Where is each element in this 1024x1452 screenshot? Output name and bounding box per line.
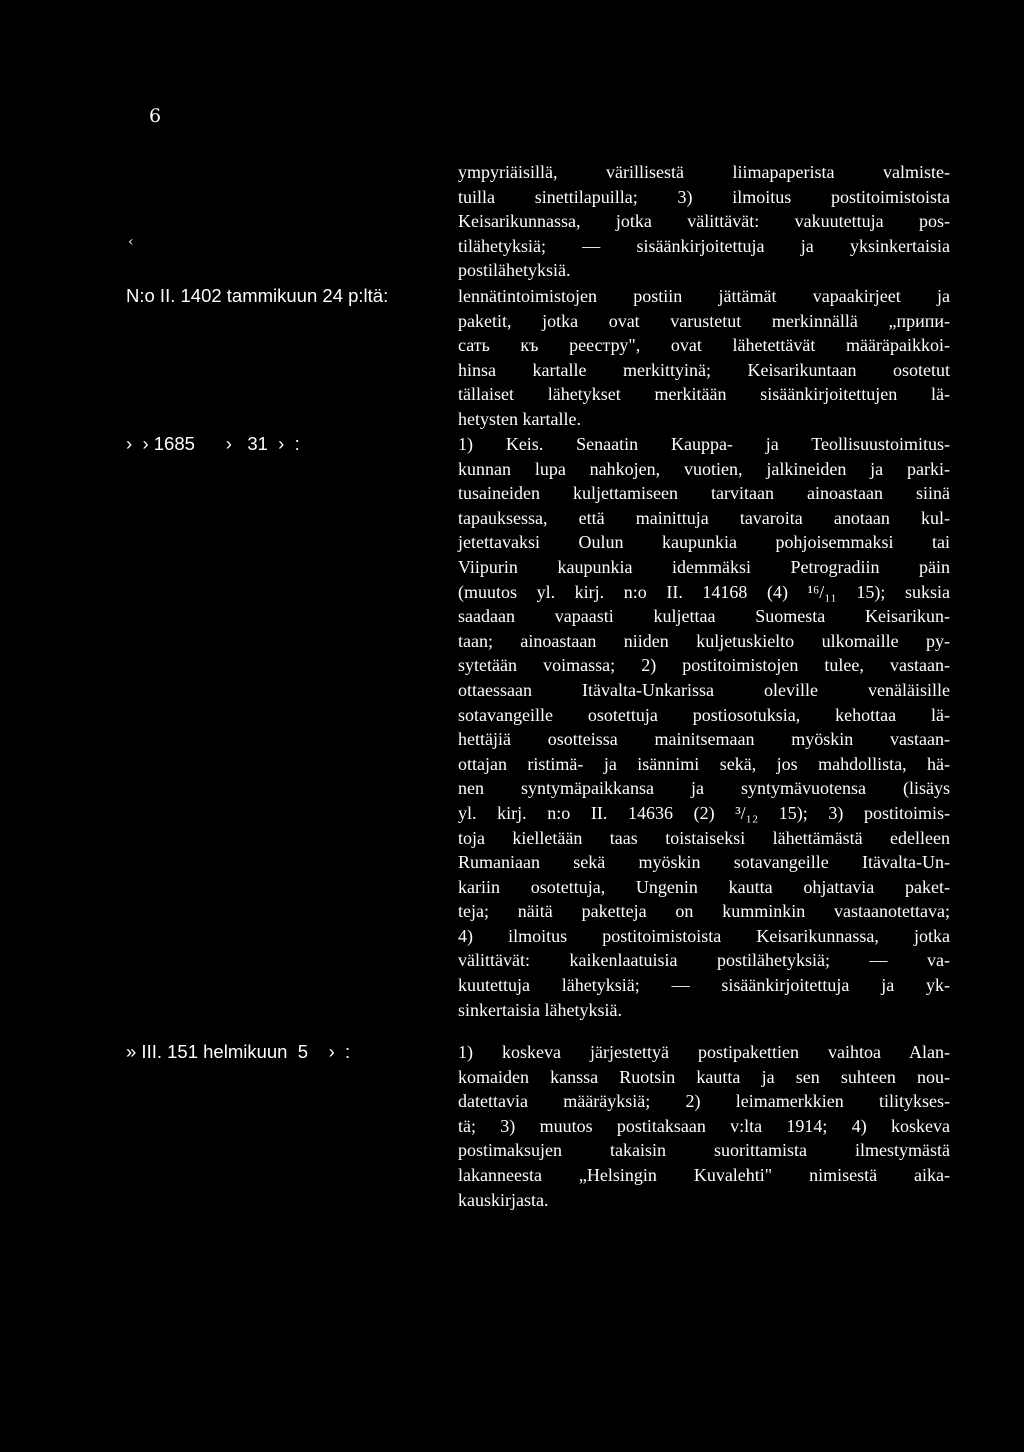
- text-line: teja; näitä paketteja on kumminkin vastaanotettava;: [458, 901, 950, 922]
- text-line: kariin osotettuja, Ungenin kautta ohjattavia paket-: [458, 876, 950, 897]
- text-line: paketit, jotka ovat varustetut merkinnällä „припи-: [458, 310, 950, 331]
- text-line: postilähetyksiä.: [458, 260, 571, 281]
- text-line: taan; ainoastaan niiden kuljetuskielto ulkomaille py-: [458, 630, 950, 651]
- text-line: ottajan ristimä- ja isännimi sekä, jos mahdollista, hä-: [458, 753, 950, 774]
- entry-2-label: › › 1685 › 31 › :: [126, 433, 300, 454]
- text-line: 4) ilmoitus postitoimistoista Keisarikunnassa, jotka: [458, 925, 950, 946]
- text-line: tapauksessa, että mainittuja tavaroita anotaan kul-: [458, 507, 950, 528]
- text-line: sinkertaisia lähetyksiä.: [458, 999, 622, 1020]
- text-line: toja kielletään taas toistaiseksi lähettämästä edelleen: [458, 827, 950, 848]
- stray-mark: ‹: [128, 234, 134, 250]
- text-line: välittävät: kaikenlaatuisia postilähetyksiä; — va-: [458, 950, 950, 971]
- text-line: tä; 3) muutos postitaksaan v:lta 1914; 4) koskeva: [458, 1115, 950, 1136]
- text-line: yl. kirj. n:o II. 14636 (2) ³/₁₂ 15); 3) postitoimis-: [458, 802, 950, 823]
- text-line: Rumaniaan sekä myöskin sotavangeille Itävalta-Un-: [458, 852, 950, 873]
- entry-3-label: » III. 151 helmikuun 5 › :: [126, 1041, 351, 1062]
- entry-2-body: [458, 432, 950, 1022]
- text-line: kauskirjasta.: [458, 1189, 549, 1210]
- text-line: nen syntymäpaikkansa ja syntymävuotensa (lisäys: [458, 778, 950, 799]
- entry-1-label: N:o II. 1402 tammikuun 24 p:ltä:: [126, 285, 389, 306]
- entry-1-body: [458, 284, 950, 432]
- text-line: sotavangeille osotettuja postiosotuksia, kehottaa lä-: [458, 704, 950, 725]
- text-line: saadaan vapaasti kuljettaa Suomesta Keisarikun-: [458, 606, 950, 627]
- text-line: tilähetyksiä; — sisäänkirjoitettuja ja yksinkertaisia: [458, 235, 950, 256]
- text-line: 1) koskeva järjestettyä postipakettien vaihtoa Alan-: [458, 1042, 950, 1062]
- text-line: hinsa kartalle merkittyinä; Keisarikuntaan osotetut: [458, 359, 950, 380]
- text-line: lakanneesta „Helsingin Kuvalehti" nimisestä aika-: [458, 1164, 950, 1185]
- text-line: tusaineiden kuljettamiseen tarvitaan ainoastaan siinä: [458, 483, 950, 504]
- text-line: lennätintoimistojen postiin jättämät vapaakirjeet ja: [458, 286, 950, 306]
- text-line: kuutettuja lähetyksiä; — sisäänkirjoitettuja ja yk-: [458, 975, 950, 996]
- text-line: postimaksujen takaisin suorittamista ilmestymästä: [458, 1140, 950, 1161]
- text-line: tällaiset lähetykset merkitään sisäänkirjoitettujen lä-: [458, 384, 950, 405]
- entry-3-body: [458, 1040, 950, 1212]
- text-line: (muutos yl. kirj. n:o II. 14168 (4) ¹⁶/₁₁ 15); suksia: [458, 581, 950, 602]
- text-line: sytetään voimassa; 2) postitoimistojen tulee, vastaan-: [458, 655, 950, 676]
- text-line: tuilla sinettilapuilla; 3) ilmoitus postitoimistoista: [458, 186, 950, 207]
- text-line: сать къ реестру", ovat lähetettävät määräpaikkoi-: [458, 335, 950, 356]
- text-line: Viipurin kaupunkia idemmäksi Petrogradiin päin: [458, 556, 950, 577]
- page-number: 6: [149, 105, 162, 127]
- text-line: hetysten kartalle.: [458, 408, 581, 429]
- text-line: ottaessaan Itävalta-Unkarissa oleville venäläisille: [458, 679, 950, 700]
- text-line: jetettavaksi Oulun kaupunkia pohjoisemmaksi tai: [458, 532, 950, 553]
- entry-0-body: [458, 160, 950, 283]
- text-line: ympyriäisillä, värillisestä liimapaperista valmiste-: [458, 162, 950, 182]
- text-line: kunnan lupa nahkojen, vuotien, jalkineiden ja parki-: [458, 458, 950, 479]
- text-line: hettäjiä osotteissa mainitsemaan myöskin vastaan-: [458, 729, 950, 750]
- text-line: Keisarikunnassa, jotka välittävät: vakuutettuja pos-: [458, 211, 950, 232]
- text-line: datettavia määräyksiä; 2) leimamerkkien tilitykses-: [458, 1091, 950, 1112]
- text-line: komaiden kanssa Ruotsin kautta ja sen suhteen nou-: [458, 1066, 950, 1087]
- text-line: 1) Keis. Senaatin Kauppa- ja Teollisuustoimitus-: [458, 434, 950, 454]
